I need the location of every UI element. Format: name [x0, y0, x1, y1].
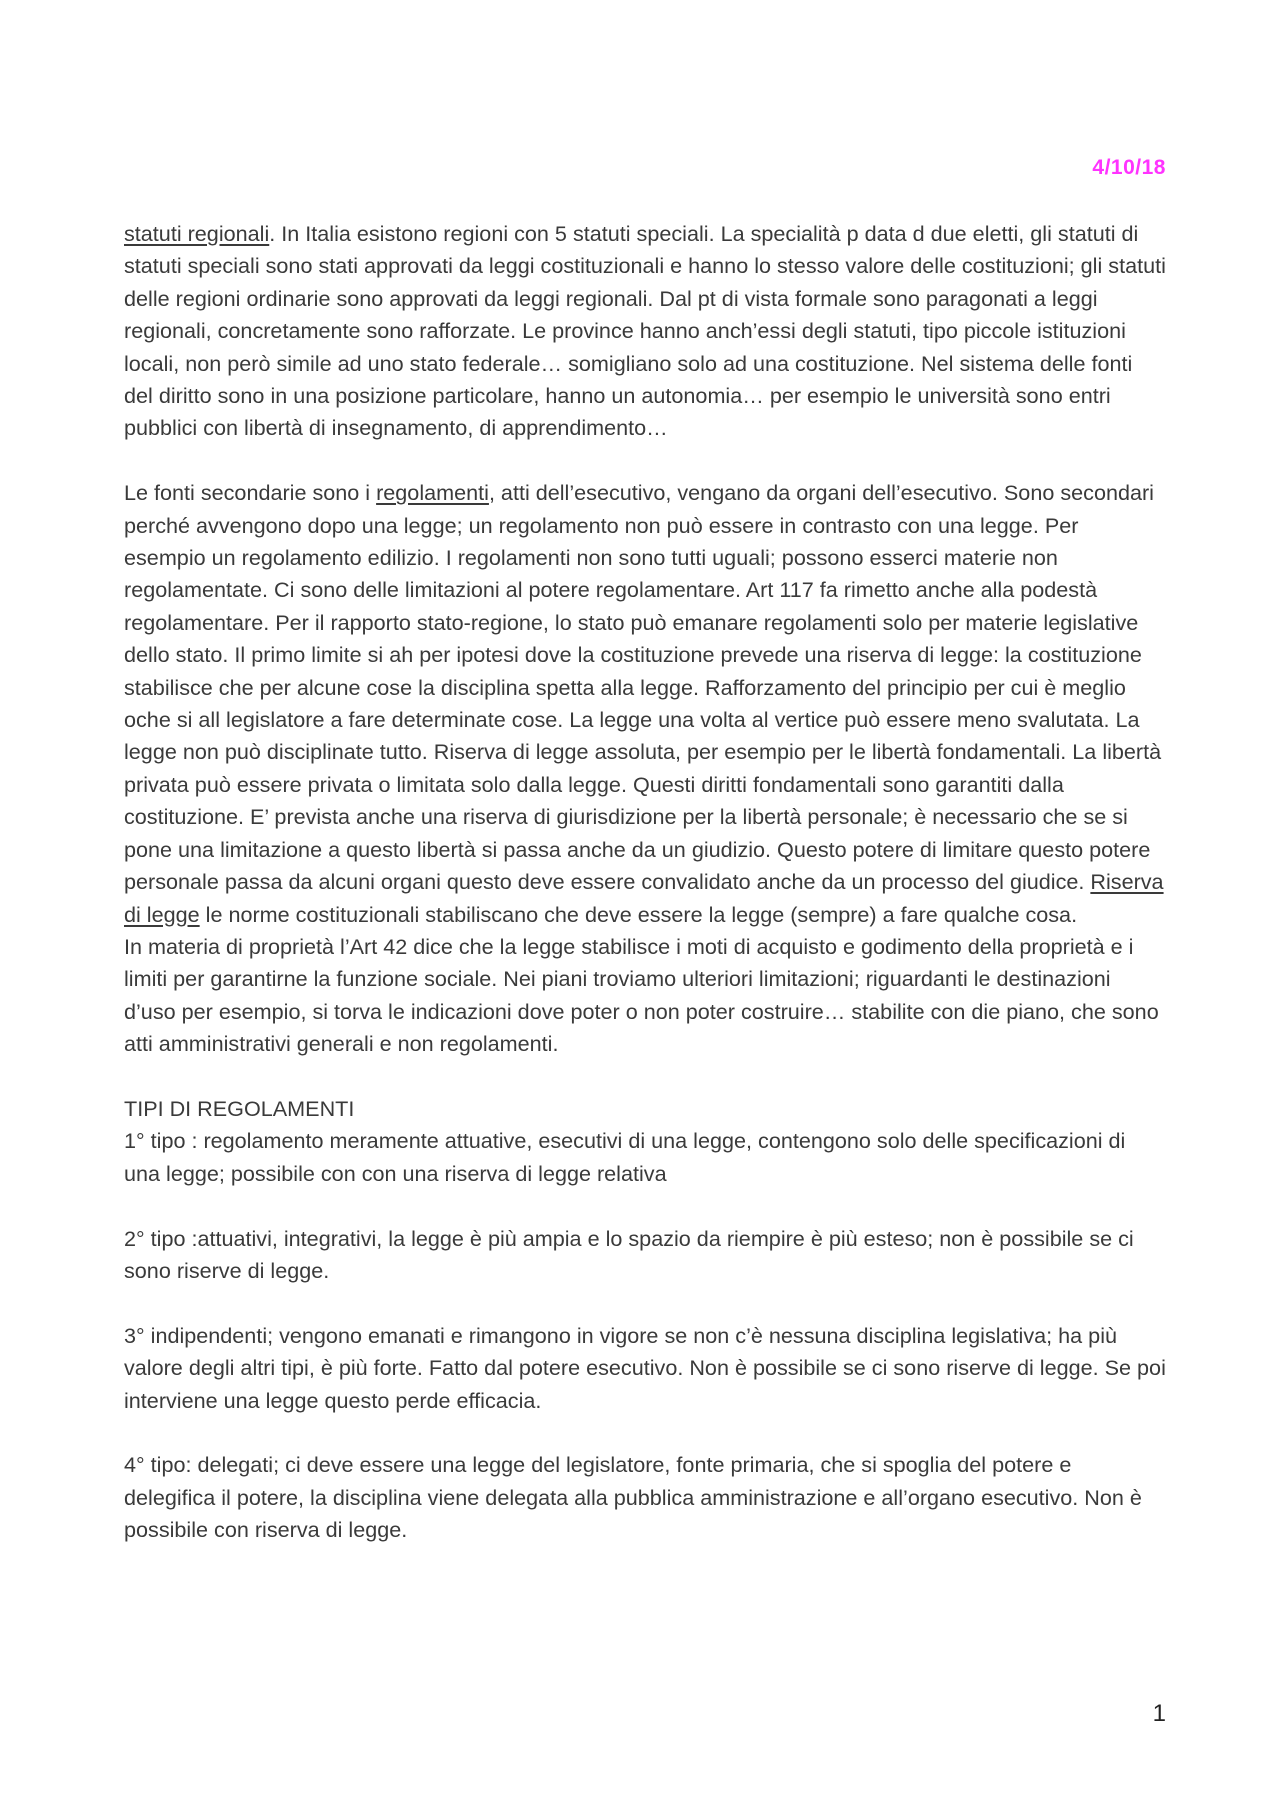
- paragraph-fonti-secondarie: [124, 477, 1166, 931]
- paragraph-text: le norme costituzionali stabiliscano che deve essere la legge (sempre) a fare qualche cosa.: [199, 901, 1078, 927]
- underlined-term: statuti regionali: [124, 221, 270, 246]
- spacer: [124, 1061, 1166, 1093]
- paragraph-proprieta: In materia di proprietà l’Art 42 dice che la legge stabilisce i moti di acquisto e godimento della proprietà e i limiti per garantirne la funzione sociale. Nei piani troviamo ulteriori limitazioni; riguardanti le destinazioni d’uso per esempio, si torva le indicazioni dove poter o non poter costruire… stabilite con die piano, che sono atti amministrativi generali e non regolamenti.: [124, 933, 1159, 1057]
- list-item-type-1: 1° tipo : regolamento meramente attuative, esecutivi di una legge, contengono solo delle specificazioni di una legge; possibile con con una riserva di legge relativa: [124, 1128, 1126, 1186]
- spacer: [124, 1417, 1166, 1449]
- section-heading: TIPI DI REGOLAMENTI: [124, 1095, 355, 1121]
- spacer: [124, 445, 1166, 477]
- list-item-type-2: 2° tipo :attuativi, integrativi, la legge è più ampia e lo spazio da riempire è più esteso; non è possibile se ci sono riserve di legge.: [124, 1225, 1134, 1283]
- page-number: 1: [1152, 1700, 1166, 1727]
- spacer: [124, 1190, 1166, 1222]
- list-item-type-3: 3° indipendenti; vengono emanati e rimangono in vigore se non c’è nessuna disciplina legislativa; ha più valore degli altri tipi, è più forte. Fatto dal potere esecutivo. Non è possibile se ci sono riserve di legge. Se poi interviene una legge questo perde efficacia.: [124, 1322, 1166, 1413]
- spacer: [124, 1287, 1166, 1319]
- date-header: 4/10/18: [1092, 156, 1166, 179]
- underlined-term: regolamenti: [376, 480, 489, 506]
- paragraph-text: . In Italia esistono regioni con 5 statuti speciali. La specialità p data d due eletti, gli statuti di statuti speciali sono stati approvati da leggi costituzionali e hanno lo stesso valore delle costituzioni; gli statuti delle regioni ordinarie sono approvati da leggi regionali. Dal pt di vista formale sono paragonati a leggi regionali, concretamente sono rafforzate. Le province hanno anch’essi degli statuti, tipo piccole istituzioni locali, non però simile ad uno stato federale… somigliano solo ad una costituzione. Nel sistema delle fonti del diritto sono in una posizione particolare, hanno un autonomia… per esempio le università sono entri pubblici con libertà di insegnamento, di apprendimento…: [124, 221, 1166, 441]
- paragraph-text: , atti dell’esecutivo, vengano da organi dell’esecutivo. Sono secondari perché avvengono dopo una legge; un regolamento non può essere in contrasto con una legge. Per esempio un regolamento edilizio. I regolamenti non sono tutti uguali; possono esserci materie non regolamentate. Ci sono delle limitazioni al potere regolamentare. Art 117 fa rimetto anche alla podestà regolamentare. Per il rapporto stato-regione, lo stato può emanare regolamenti solo per materie legislative dello stato. Il primo limite si ah per ipotesi dove la costituzione prevede una riserva di legge: la costituzione stabilisce che per alcune cose la disciplina spetta alla legge. Rafforzamento del principio per cui è meglio oche si all legislatore a fare determinate cose. La legge una volta al vertice può essere meno svalutata. La legge non può disciplinate tutto. Riserva di legge assoluta, per esempio per le libertà fondamentali. La libertà privata può essere privata o limitata solo dalla legge. Questi diritti fondamentali sono garantiti dalla costituzione. E’ prevista anche una riserva di giurisdizione per la libertà personale; è necessario che se si pone una limitazione a questo libertà si passa anche da un giudizio. Questo potere di limitare questo potere personale passa da alcuni organi questo deve essere convalidato anche da un processo del giudice.: [124, 480, 1162, 895]
- underlined-term: Riserva di legge: [124, 869, 1164, 927]
- paragraph-text: Le fonti secondarie sono i: [124, 480, 377, 506]
- document-body: [124, 218, 1166, 1547]
- paragraph-statuti: [124, 218, 1166, 445]
- list-item-type-4: 4° tipo: delegati; ci deve essere una legge del legislatore, fonte primaria, che si spoglia del potere e delegifica il potere, la disciplina viene delegata alla pubblica amministrazione e all’organo esecutivo. Non è possibile con riserva di legge.: [124, 1452, 1142, 1543]
